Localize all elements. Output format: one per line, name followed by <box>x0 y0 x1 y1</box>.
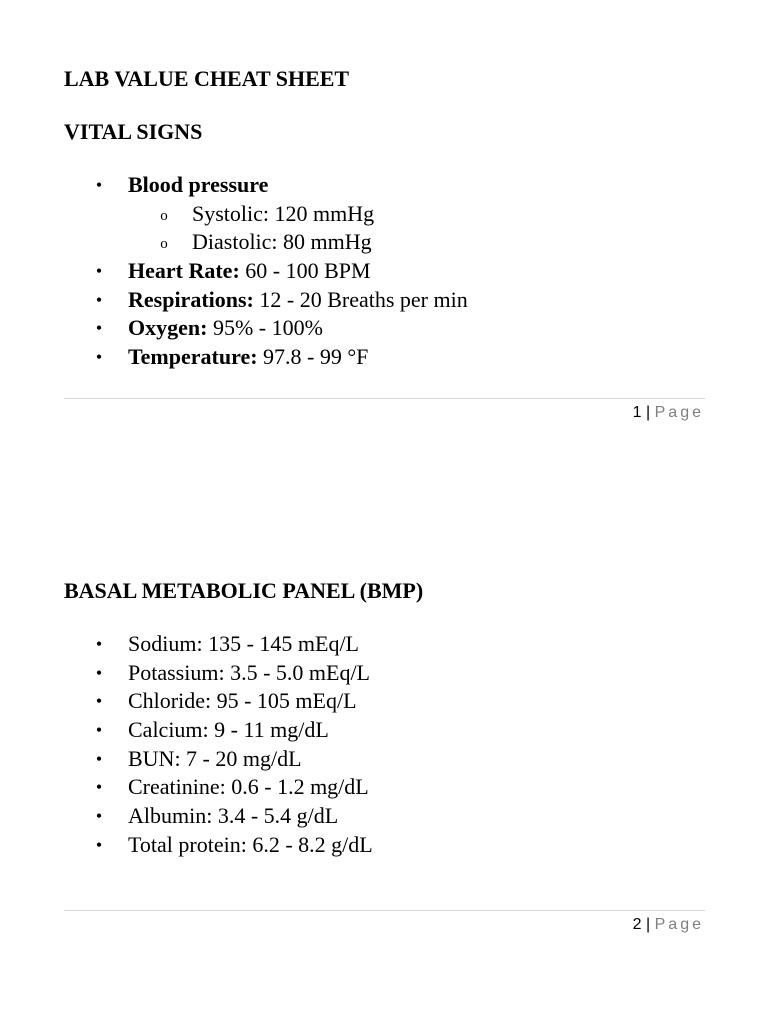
item-label: Blood pressure <box>128 172 269 197</box>
bullet-icon: • <box>95 720 103 741</box>
list-item-systolic <box>64 200 468 229</box>
page-word: Page <box>654 404 704 421</box>
footer-divider <box>64 910 705 911</box>
page-footer <box>633 403 704 423</box>
document-page-2 <box>0 512 768 1024</box>
item-value: 97.8 - 99 °F <box>257 344 369 370</box>
document-title: LAB VALUE CHEAT SHEET <box>64 66 350 91</box>
bullet-icon: • <box>95 806 103 827</box>
list-item-heart-rate <box>64 257 468 286</box>
bullet-icon: • <box>95 347 103 368</box>
bmp-list <box>64 630 373 860</box>
item-text: Total protein: 6.2 - 8.2 g/dL <box>128 831 373 857</box>
item-value: 95% - 100% <box>207 315 323 341</box>
section-heading-bmp: BASAL METABOLIC PANEL (BMP) <box>64 578 424 603</box>
item-text: Sodium: 135 - 145 mEq/L <box>128 631 359 656</box>
list-item-respirations <box>64 286 468 315</box>
bullet-icon: • <box>95 634 103 654</box>
list-item-diastolic <box>64 228 468 257</box>
item-value: 60 - 100 BPM <box>239 258 371 284</box>
bullet-icon: • <box>95 834 103 855</box>
list-item <box>64 687 373 716</box>
sub-bullet-icon: o <box>160 207 168 224</box>
item-label: Temperature: <box>128 344 258 370</box>
bullet-icon: • <box>95 748 103 769</box>
item-text: Systolic: 120 mmHg <box>192 200 375 226</box>
list-item <box>64 659 373 688</box>
bullet-icon: • <box>95 261 103 282</box>
item-label: Respirations: <box>128 286 254 312</box>
list-item <box>64 716 373 745</box>
item-text: Potassium: 3.5 - 5.0 mEq/L <box>128 659 370 685</box>
page-footer <box>633 915 704 935</box>
item-text: Creatinine: 0.6 - 1.2 mg/dL <box>128 774 369 800</box>
footer-separator: | <box>646 404 651 421</box>
page-number: 1 <box>632 404 642 421</box>
bullet-icon: • <box>95 777 103 798</box>
item-label: Heart Rate: <box>128 258 240 284</box>
bullet-icon: • <box>95 691 103 712</box>
item-text: Chloride: 95 - 105 mEq/L <box>128 688 357 714</box>
list-item-blood-pressure <box>64 171 468 200</box>
item-label: Oxygen: <box>128 315 208 341</box>
list-item-temperature <box>64 343 468 372</box>
item-text: BUN: 7 - 20 mg/dL <box>128 745 302 771</box>
bullet-icon: • <box>95 662 103 683</box>
list-item-oxygen <box>64 314 468 343</box>
section-heading-vital-signs: VITAL SIGNS <box>64 119 203 144</box>
sub-bullet-icon: o <box>160 236 168 253</box>
list-item <box>64 773 373 802</box>
list-item <box>64 831 373 860</box>
bullet-icon: • <box>95 318 103 339</box>
page-word: Page <box>654 916 704 933</box>
item-text: Albumin: 3.4 - 5.4 g/dL <box>128 803 339 829</box>
bullet-icon: • <box>95 175 103 195</box>
page-number: 2 <box>632 916 642 933</box>
list-item <box>64 802 373 831</box>
list-item <box>64 745 373 774</box>
list-item <box>64 630 373 659</box>
item-value: 12 - 20 Breaths per min <box>253 286 468 312</box>
item-text: Diastolic: 80 mmHg <box>192 229 372 255</box>
footer-separator: | <box>646 916 651 933</box>
footer-divider <box>64 398 705 399</box>
item-text: Calcium: 9 - 11 mg/dL <box>128 717 329 743</box>
bullet-icon: • <box>95 289 103 310</box>
vital-signs-list <box>64 171 468 372</box>
